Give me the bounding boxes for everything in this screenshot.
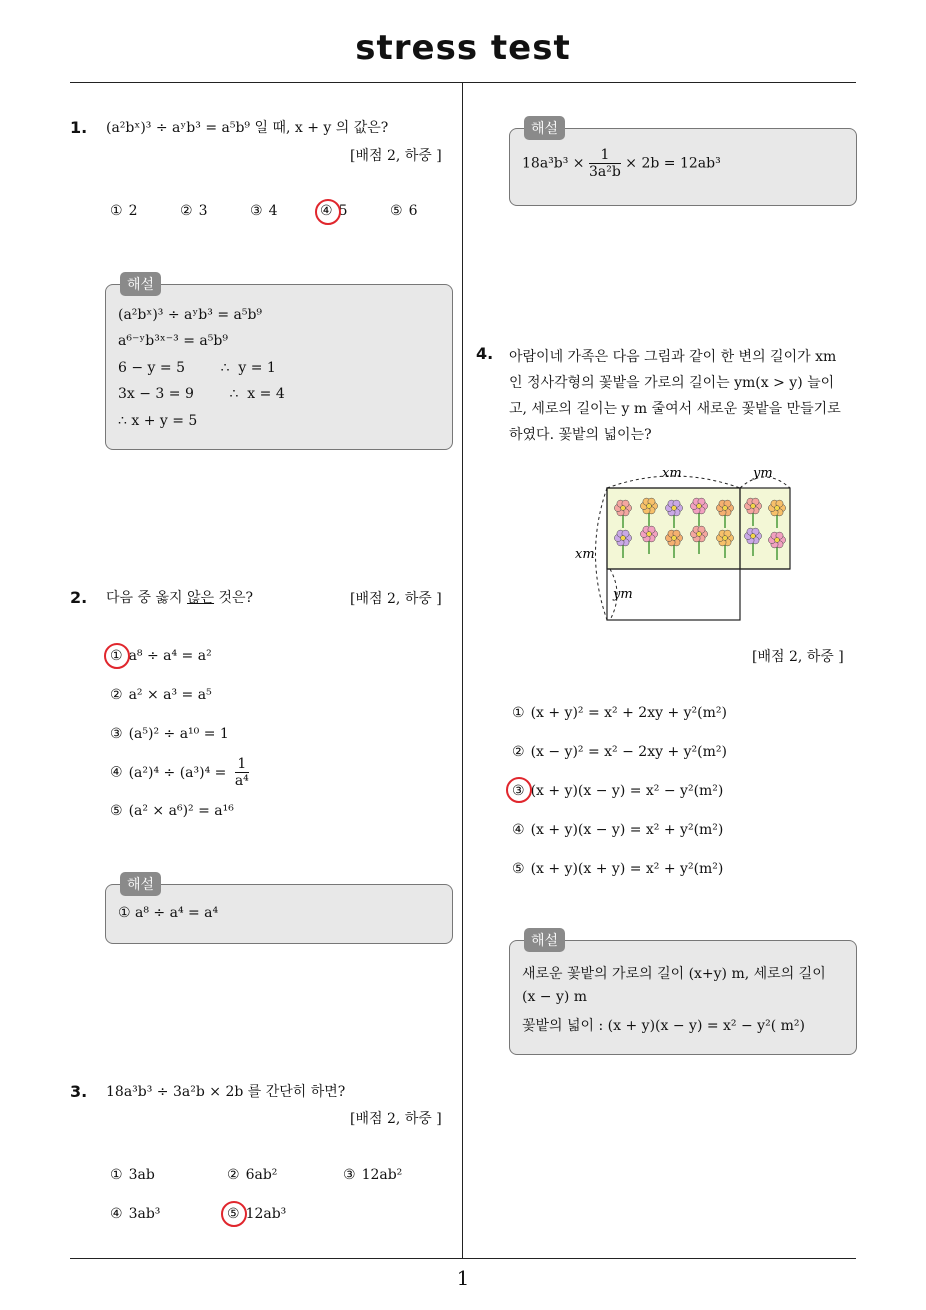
q4-option-5[interactable]: ⑤ (x + y)(x + y) = x² + y²(m²) xyxy=(512,861,724,877)
q1-option-1[interactable]: ① 2 xyxy=(110,203,138,219)
bottom-rule xyxy=(70,1258,856,1259)
top-rule xyxy=(70,82,856,83)
fig-label-top-x: xm xyxy=(662,466,682,481)
q3-score: [배점 2, 하중 ] xyxy=(350,1111,442,1127)
q4-exp-line-1: 새로운 꽃밭의 가로의 길이 (x+y) m, 세로의 길이 xyxy=(522,966,826,982)
column-divider xyxy=(462,83,463,1259)
q2-answer-mark xyxy=(104,643,130,669)
q2-explanation-label: 해설 xyxy=(120,872,161,896)
q2-exp-line-1: ① a⁸ ÷ a⁴ = a⁴ xyxy=(118,905,219,921)
q3-option-2[interactable]: ② 6ab² xyxy=(227,1167,278,1183)
fig-label-left-x: xm xyxy=(575,547,595,562)
q4-explanation-label: 해설 xyxy=(524,928,565,952)
q4-explanation-box xyxy=(509,933,857,1055)
q3-text: 18a³b³ ÷ 3a²b × 2b 를 간단히 하면? xyxy=(106,1084,346,1100)
q2-option-3[interactable]: ③ (a⁵)² ÷ a¹⁰ = 1 xyxy=(110,726,229,742)
q1-exp-line-2: a⁶⁻ʸb³ˣ⁻³ = a⁵b⁹ xyxy=(118,333,228,349)
q4-answer-mark xyxy=(506,777,532,803)
fig-label-top-y: ym xyxy=(753,466,773,481)
q3-option-4[interactable]: ④ 3ab³ xyxy=(110,1206,161,1222)
q1-text: (a²bˣ)³ ÷ aʸb³ = a⁵b⁹ 일 때, x + y 의 값은? xyxy=(106,120,389,136)
q2-option-2[interactable]: ② a² × a³ = a⁵ xyxy=(110,687,212,703)
q2-option-5[interactable]: ⑤ (a² × a⁶)² = a¹⁶ xyxy=(110,803,234,819)
q4-number: 4. xyxy=(476,344,494,363)
q3-number: 3. xyxy=(70,1082,88,1101)
q3-option-5[interactable]: ⑤ 12ab³ xyxy=(227,1206,287,1222)
page-title: stress test xyxy=(355,28,571,68)
q2-text: 다음 중 옳지 않은 것은? xyxy=(106,590,254,606)
q1-option-3[interactable]: ③ 4 xyxy=(250,203,278,219)
q1-number: 1. xyxy=(70,118,88,137)
q1-exp-line-1: (a²bˣ)³ ÷ aʸb³ = a⁵b⁹ xyxy=(118,307,263,323)
q2-option-1[interactable]: ① a⁸ ÷ a⁴ = a² xyxy=(110,648,212,664)
q4-option-2[interactable]: ② (x − y)² = x² − 2xy + y²(m²) xyxy=(512,744,727,760)
q1-answer-mark xyxy=(315,199,341,225)
q3-option-1[interactable]: ① 3ab xyxy=(110,1167,155,1183)
q2-explanation-box xyxy=(105,877,453,944)
q4-option-3[interactable]: ③ (x + y)(x − y) = x² − y²(m²) xyxy=(512,783,724,799)
q3-explanation-box xyxy=(509,121,857,206)
q1-option-5[interactable]: ⑤ 6 xyxy=(390,203,418,219)
q2-number: 2. xyxy=(70,588,88,607)
q3-option-3[interactable]: ③ 12ab² xyxy=(343,1167,403,1183)
q3-answer-mark xyxy=(221,1201,247,1227)
q4-option-4[interactable]: ④ (x + y)(x − y) = x² + y²(m²) xyxy=(512,822,724,838)
q4-score: [배점 2, 하중 ] xyxy=(752,649,844,665)
q4-garden-figure xyxy=(570,458,810,628)
q4-text: 아람이네 가족은 다음 그림과 같이 한 변의 길이가 xm 인 정사각형의 꽃밭을 가로의 길이는 ym(x > y) 늘이 고, 세로의 길이는 y m 줄여서 새로운 꽃밭을 만들기로 하였다. 꽃밭의 넓이는? xyxy=(509,349,841,443)
q1-score: [배점 2, 하중 ] xyxy=(350,148,442,164)
q1-exp-line-3: 6 − y = 5 ∴ y = 1 xyxy=(118,360,276,376)
page-number: 1 xyxy=(456,1266,470,1290)
q1-option-2[interactable]: ② 3 xyxy=(180,203,208,219)
q1-explanation-box xyxy=(105,277,453,450)
q4-exp-line-2: (x − y) m xyxy=(522,989,588,1005)
q1-exp-line-5: ∴ x + y = 5 xyxy=(118,413,198,429)
fig-label-left-y: ym xyxy=(613,587,633,602)
q3-exp-line: 18a³b³ × $\frac{1}{\text{3a²b}}$ × 2b = 12ab³ xyxy=(522,147,721,180)
q1-exp-line-4: 3x − 3 = 9 ∴ x = 4 xyxy=(118,386,285,402)
q3-explanation-label: 해설 xyxy=(524,116,565,140)
q1-option-4[interactable]: ④ 5 xyxy=(320,203,348,219)
q2-score: [배점 2, 하중 ] xyxy=(350,591,442,607)
q4-exp-line-3: 꽃밭의 넓이 : (x + y)(x − y) = x² − y²( m²) xyxy=(522,1018,805,1034)
q2-option-4[interactable]: ④ (a²)⁴ ÷ (a³)⁴ = $\frac{1}{\text{a⁴}}$ xyxy=(110,756,249,789)
q4-option-1[interactable]: ① (x + y)² = x² + 2xy + y²(m²) xyxy=(512,705,727,721)
q1-explanation-label: 해설 xyxy=(120,272,161,296)
